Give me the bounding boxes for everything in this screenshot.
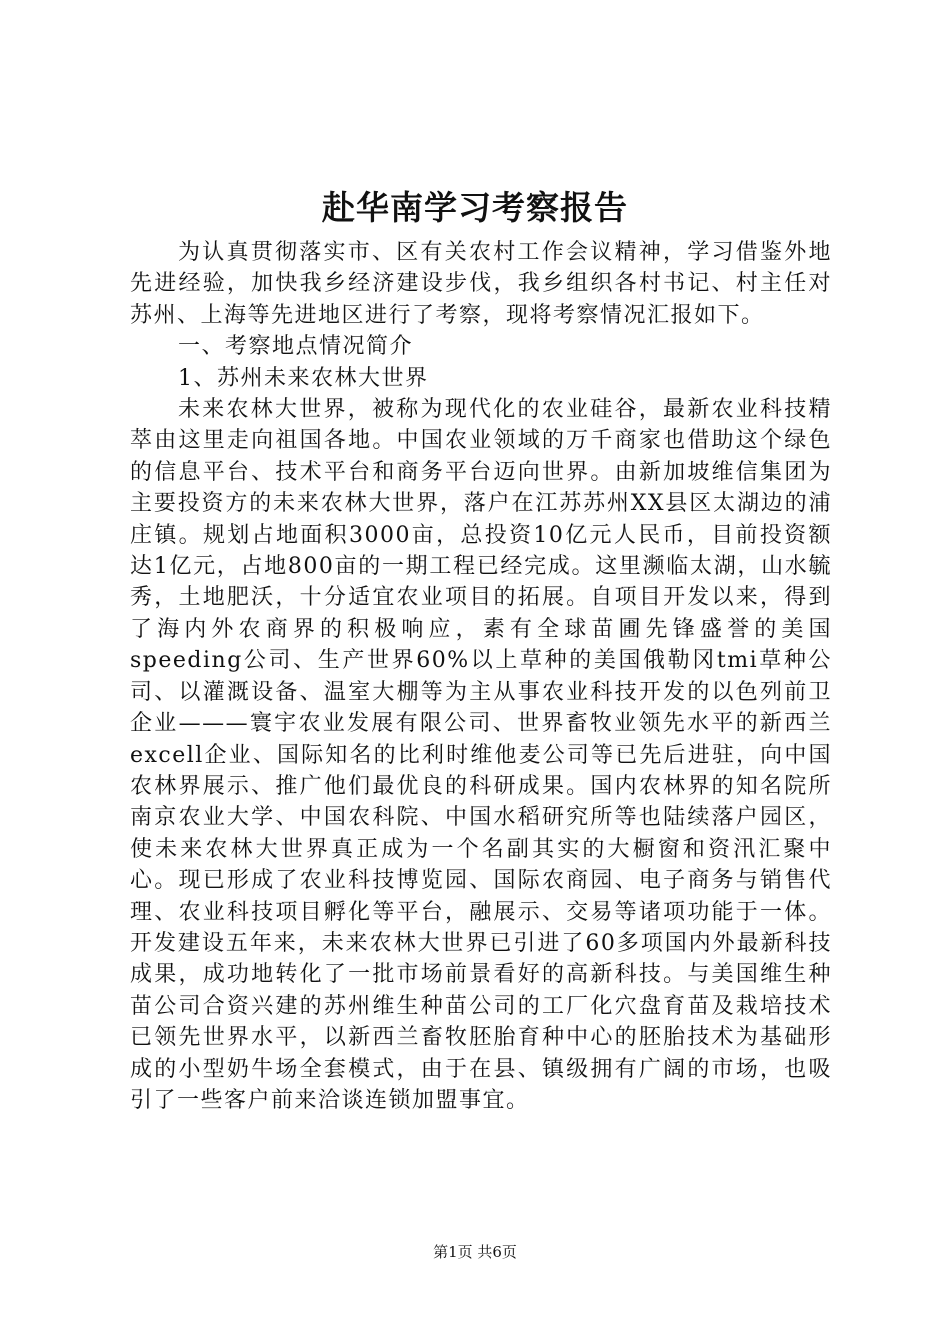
subsection-heading: 1、苏州未来农林大世界 — [178, 365, 429, 391]
intro-paragraph: 为认真贯彻落实市、区有关农村工作会议精神，学习借鉴外地先进经验，加快我乡经济建设步伐，我乡组织各村书记、村主任对苏州、上海等先进地区进行了考察，现将考察情况汇报如下。 — [130, 240, 832, 328]
section-heading: 一、考察地点情况简介 — [178, 334, 414, 360]
document-body — [130, 237, 832, 1116]
document-title: 赴华南学习考察报告 — [322, 188, 628, 227]
page-number-footer: 第1页 共6页 — [433, 1243, 517, 1261]
body-paragraph: 未来农林大世界，被称为现代化的农业硅谷，最新农业科技精萃由这里走向祖国各地。中国农业领域的万千商家也借助这个绿色的信息平台、技术平台和商务平台迈向世界。由新加坡维信集团为主要投资方的未来农林大世界，落户在江苏苏州XX县区太湖边的浦庄镇。规划占地面积3000亩，总投资10亿元人民币，目前投资额达1亿元，占地800亩的一期工程已经完成。这里濒临太湖，山水毓秀，土地肥沃，十分适宜农业项目的拓展。自项目开发以来，得到了海内外农商界的积极响应，素有全球苗圃先锋盛誉的美国speeding公司、生产世界60%以上草种的美国俄勒冈tmi草种公司、以灌溉设备、温室大棚等为主从事农业科技开发的以色列前卫企业———寰宇农业发展有限公司、世界畜牧业领先水平的新西兰excell企业、国际知名的比利时维他麦公司等已先后进驻，向中国农林界展示、推广他们最优良的科研成果。国内农林界的知名院所南京农业大学、中国农科院、中国水稻研究所等也陆续落户园区，使未来农林大世界真正成为一个名副其实的大橱窗和资汛汇聚中心。现已形成了农业科技博览园、国际农商园、电子商务与销售代理、农业科技项目孵化等平台，融展示、交易等诸项功能于一体。开发建设五年来，未来农林大世界已引进了60多项国内外最新科技成果，成功地转化了一批市场前景看好的高新科技。与美国维生种苗公司合资兴建的苏州维生种苗公司的工厂化穴盘育苗及栽培技术已领先世界水平，以新西兰畜牧胚胎育种中心的胚胎技术为基础形成的小型奶牛场全套模式，由于在县、镇级拥有广阔的市场，也吸引了一些客户前来洽谈连锁加盟事宜。 — [130, 397, 832, 1113]
